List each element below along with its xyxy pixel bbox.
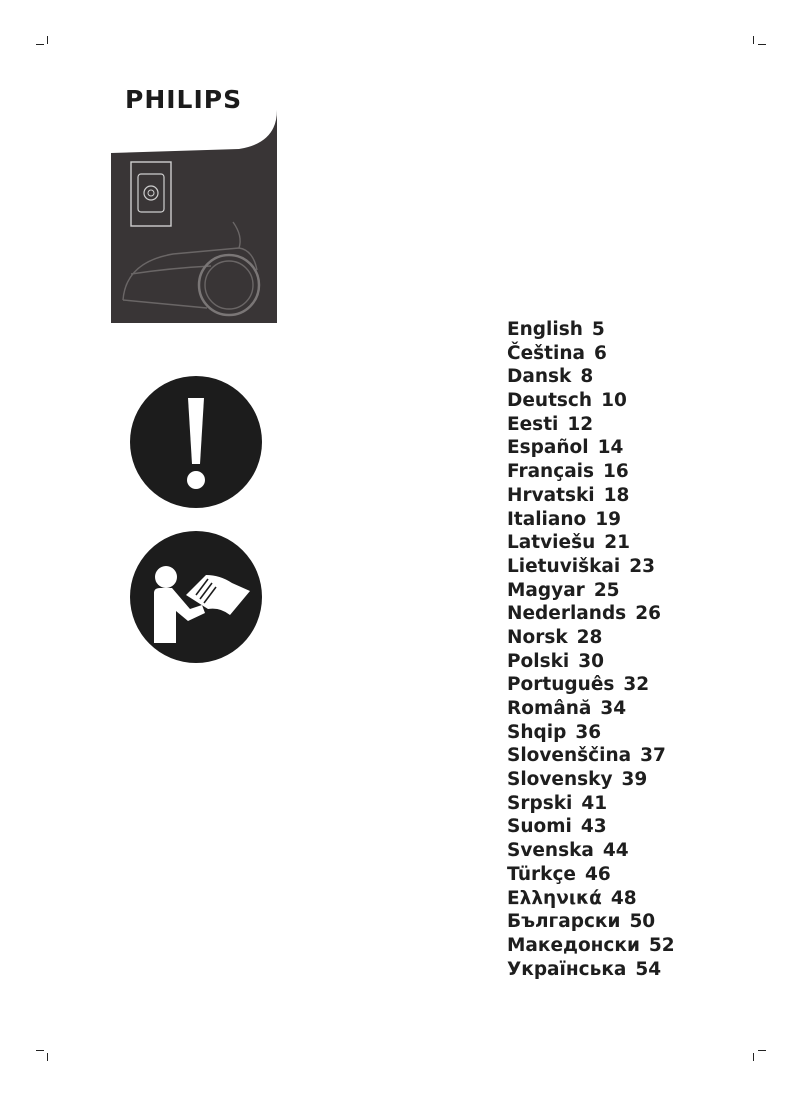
toc-page: 41 — [581, 792, 608, 814]
toc-entry[interactable] — [507, 744, 787, 768]
toc-entry[interactable] — [507, 697, 787, 721]
toc-entry[interactable] — [507, 815, 787, 839]
toc-language: Norsk — [507, 626, 568, 648]
toc-page: 25 — [593, 579, 620, 601]
read-manual-icon — [130, 531, 262, 663]
toc-page: 10 — [601, 390, 627, 412]
toc-page: 14 — [597, 437, 624, 459]
philips-logo: PHILIPS — [125, 85, 243, 114]
toc-language: Čeština — [507, 342, 585, 364]
toc-page: 6 — [593, 342, 607, 364]
toc-language: Español — [507, 437, 589, 459]
toc-entry[interactable] — [507, 792, 787, 816]
toc-entry[interactable] — [507, 839, 787, 863]
toc-page: 39 — [621, 769, 648, 791]
toc-page: 28 — [576, 626, 603, 648]
toc-page: 18 — [603, 484, 630, 506]
toc-entry[interactable] — [507, 602, 787, 626]
toc-entry[interactable] — [507, 626, 787, 650]
toc-entry[interactable] — [507, 910, 787, 934]
toc-language: Shqip — [507, 721, 567, 743]
toc-entry[interactable] — [507, 531, 787, 555]
toc-language: Italiano — [507, 508, 587, 530]
toc-page: 34 — [600, 698, 627, 719]
toc-language: English — [507, 319, 583, 340]
toc-entry[interactable] — [507, 389, 787, 413]
toc-page: 54 — [635, 958, 662, 980]
toc-entry[interactable] — [507, 673, 787, 697]
toc-entry[interactable] — [507, 934, 787, 958]
toc-entry[interactable] — [507, 413, 787, 437]
vacuum-cleaner-illustration — [123, 222, 259, 315]
toc-entry[interactable] — [507, 484, 787, 508]
language-index — [507, 318, 787, 981]
toc-entry[interactable] — [507, 768, 787, 792]
toc-entry[interactable] — [507, 721, 787, 745]
toc-page: 46 — [584, 863, 611, 885]
toc-language: Latviešu — [507, 532, 596, 554]
toc-language: Română — [507, 698, 592, 719]
toc-entry[interactable] — [507, 650, 787, 674]
toc-entry[interactable] — [507, 579, 787, 603]
toc-language: Magyar — [507, 579, 585, 601]
toc-entry[interactable] — [507, 460, 787, 484]
toc-page: 16 — [603, 461, 629, 483]
toc-page: 36 — [575, 721, 602, 743]
toc-language: Ελληνικά — [507, 887, 602, 909]
toc-page: 43 — [580, 816, 607, 838]
toc-language: Hrvatski — [507, 484, 595, 506]
toc-page: 50 — [629, 911, 656, 933]
toc-language: Srpski — [507, 792, 573, 814]
toc-language: Türkçe — [507, 863, 576, 885]
toc-language: Македонски — [507, 934, 640, 956]
toc-language: Lietuviškai — [507, 555, 621, 577]
toc-language: Slovenščina — [507, 745, 632, 767]
toc-page: 19 — [595, 508, 622, 530]
toc-page: 23 — [629, 555, 655, 577]
toc-language: Svenska — [507, 840, 594, 862]
toc-language: Eesti — [507, 413, 559, 435]
cover-thumbnail — [111, 25, 277, 323]
toc-language: Dansk — [507, 366, 572, 388]
toc-entry[interactable] — [507, 365, 787, 389]
toc-page: 5 — [591, 319, 605, 340]
toc-entry[interactable] — [507, 555, 787, 579]
toc-page: 32 — [623, 674, 650, 696]
toc-page: 37 — [640, 745, 666, 767]
warning-exclamation-icon — [130, 376, 262, 508]
toc-language: Slovensky — [507, 769, 613, 791]
toc-entry[interactable] — [507, 318, 787, 342]
toc-language: Nederlands — [507, 603, 627, 625]
cover-illustration — [111, 150, 277, 323]
toc-entry[interactable] — [507, 958, 787, 982]
toc-language: Български — [507, 911, 621, 933]
toc-entry[interactable] — [507, 508, 787, 532]
toc-language: Deutsch — [507, 390, 593, 412]
toc-language: Suomi — [507, 816, 572, 838]
toc-page: 52 — [648, 934, 675, 956]
vacuum-bag-icon — [131, 162, 171, 226]
toc-page: 44 — [602, 840, 629, 862]
toc-page: 12 — [567, 413, 594, 435]
toc-entry[interactable] — [507, 863, 787, 887]
toc-language: Polski — [507, 650, 570, 672]
toc-entry[interactable] — [507, 887, 787, 911]
toc-entry[interactable] — [507, 342, 787, 366]
toc-language: Українська — [507, 958, 627, 980]
toc-entry[interactable] — [507, 436, 787, 460]
toc-page: 21 — [604, 532, 630, 554]
toc-page: 8 — [580, 366, 594, 388]
toc-page: 30 — [578, 650, 605, 672]
toc-page: 48 — [610, 887, 637, 909]
toc-language: Français — [507, 461, 595, 483]
toc-page: 26 — [635, 603, 661, 625]
toc-language: Português — [507, 674, 615, 696]
